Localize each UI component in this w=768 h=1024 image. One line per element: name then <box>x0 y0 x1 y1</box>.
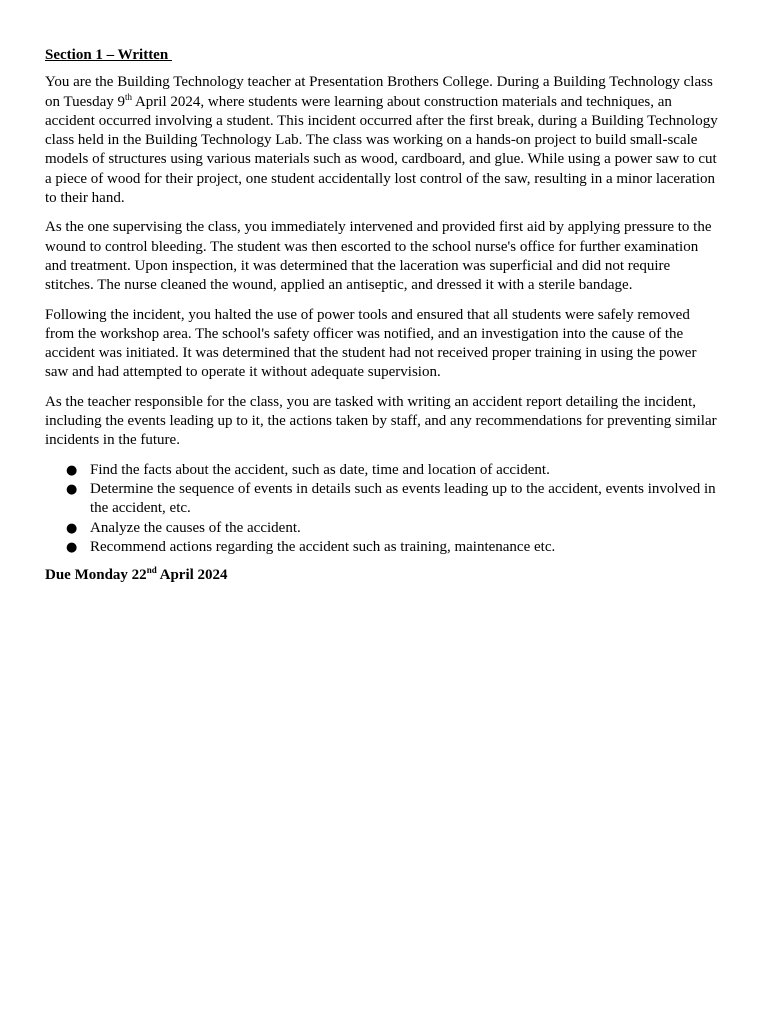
bullet-icon: ● <box>66 520 78 536</box>
paragraph-investigation: Following the incident, you halted the use of power tools and ensured that all students were safely removed from the workshop area. The school's safety officer was notified, and an investigation into the cause of the accident was initiated. It was determined that the student had not received proper training in using the power saw and had attempted to operate it without adequate supervision. <box>45 306 697 381</box>
bullet-icon: ● <box>66 539 78 555</box>
list-item-text: Analyze the causes of the accident. <box>90 519 301 536</box>
paragraph-scenario-text-start: You are the Building Technology teacher at Presentation Brothers College. During a Building Technology class on Tuesday 9 <box>45 74 713 110</box>
list-item <box>45 461 722 480</box>
ordinal-suffix-th: th <box>125 91 133 102</box>
due-date <box>45 566 722 585</box>
ordinal-suffix-nd: nd <box>146 565 157 576</box>
bullet-icon: ● <box>66 481 78 497</box>
paragraph-scenario <box>45 73 722 208</box>
task-list <box>45 461 722 557</box>
list-item <box>45 538 722 557</box>
paragraph-first-aid: As the one supervising the class, you immediately intervened and provided first aid by applying pressure to the wound to control bleeding. The student was then escorted to the school nurse's office for further examination and treatment. Upon inspection, it was determined that the laceration was superficial and did not require stitches. The nurse cleaned the wound, applied an antiseptic, and dressed it with a sterile bandage. <box>45 219 712 294</box>
bullet-icon: ● <box>66 462 78 478</box>
list-item-text: Determine the sequence of events in details such as events leading up to the accident, events involved in the accident, etc. <box>90 480 716 517</box>
list-item <box>45 480 722 519</box>
list-item-text: Recommend actions regarding the accident such as training, maintenance etc. <box>90 538 556 555</box>
paragraph-scenario-text-end: April 2024, where students were learning about construction materials and techniques, an accident occurred involving a student. This incident occurred after the first break, during a Building Technology class held in the Building Technology Lab. The class was working on a hands-on project to build small-scale models of structures using various materials such as wood, cardboard, and glue. While using a power saw to cut a piece of wood for their project, one student accidentally lost control of the saw, resulting in a minor laceration to their hand. <box>45 93 718 207</box>
paragraph-task: As the teacher responsible for the class, you are tasked with writing an accident report detailing the incident, including the events leading up to it, the actions taken by staff, and any recommendations for preventing similar incidents in the future. <box>45 393 717 449</box>
section-heading: Section 1 – Written <box>45 47 172 63</box>
due-date-text-start: Due Monday 22 <box>45 567 147 584</box>
list-item <box>45 519 722 538</box>
list-item-text: Find the facts about the accident, such as date, time and location of accident. <box>90 461 550 478</box>
due-date-text-end: April 2024 <box>156 567 228 584</box>
